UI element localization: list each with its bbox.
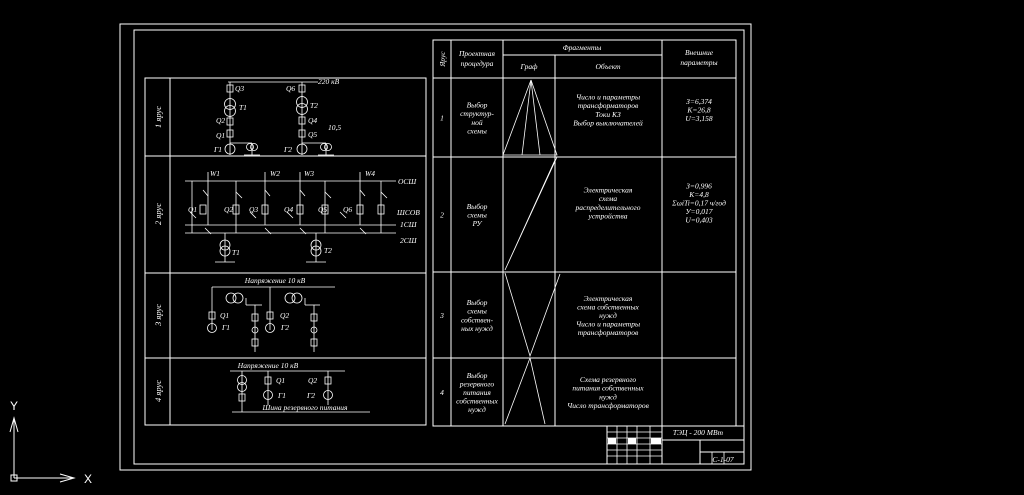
row-3-procedure-line: Выбор — [466, 298, 488, 308]
ucs-icon — [10, 399, 92, 486]
row-1-object-line: трансформаторов — [577, 101, 639, 111]
t3-g2-label: Г2 — [281, 323, 290, 332]
t4-g1-label: Г1 — [278, 391, 287, 400]
t2-q4-label: Q4 — [284, 205, 294, 214]
voltage-10-5-label: 10,5 — [328, 123, 342, 132]
line-w2-label: W2 — [270, 169, 280, 178]
t2-label: T2 — [310, 101, 318, 110]
row-1-procedure-line: структур- — [460, 109, 494, 119]
row-3-procedure-line: ных нужд — [461, 323, 493, 333]
row-2-procedure-line: РУ — [472, 219, 482, 229]
row-4-object-line: Схема резервного — [579, 375, 637, 385]
row-3-object-line: Электрическая — [583, 293, 633, 303]
t2-tr1-label: T1 — [232, 248, 240, 257]
table-rows — [439, 93, 726, 415]
bus-shsov-label: ШСОВ — [397, 208, 420, 217]
tier-4-title: Напряжение 10 кВ — [237, 361, 299, 370]
design-table — [433, 40, 736, 426]
row-4-object-line: нужд — [599, 392, 617, 402]
tier-3-label: 3 ярус — [153, 303, 163, 327]
row-4-procedure-line: Выбор — [466, 370, 488, 380]
row-3-num: 3 — [440, 311, 444, 320]
q2-label: Q2 — [216, 116, 226, 125]
row-1-num: 1 — [440, 113, 444, 123]
row-1-object-line: Выбор выключателей — [573, 118, 643, 128]
row-4-object-line: питания собственных — [572, 383, 644, 393]
fragment-graph — [503, 80, 560, 424]
row-2-num: 2 — [440, 210, 444, 220]
tier-1-schematic — [213, 77, 341, 155]
tier-1-label: 1 ярус — [153, 105, 163, 129]
t2-q6-label: Q6 — [343, 205, 353, 214]
row-2-object-line: Электрическая — [583, 185, 633, 195]
line-w4-label: W4 — [365, 169, 375, 178]
tiers-panel — [145, 78, 426, 425]
t4-q2-label: Q2 — [308, 376, 318, 385]
g1-label: Г1 — [214, 145, 223, 154]
row-1-procedure-line: ной — [471, 117, 483, 127]
row-2-object-line: устройства — [588, 211, 628, 221]
t2-q1-label: Q1 — [188, 205, 198, 214]
row-1-object-line: Число и параметры — [575, 92, 641, 102]
t3-q1-label: Q1 — [220, 311, 230, 320]
row-1-object-line: Токи КЗ — [595, 109, 621, 119]
tier-4-schematic — [230, 361, 370, 412]
t2-q2-label: Q2 — [224, 205, 234, 214]
line-w1-label: W1 — [210, 169, 220, 178]
header-graph: Граф — [520, 62, 538, 71]
row-2-procedure-line: Выбор — [466, 201, 488, 211]
voltage-220-label: 220 кВ — [318, 77, 340, 86]
header-procedure-1: Проектная — [458, 49, 496, 58]
row-2-params-line: У=0,017 — [685, 207, 713, 217]
g2-label: Г2 — [284, 145, 293, 154]
header-procedure-2: процедура — [460, 59, 494, 68]
bus-2ssh-label: 2СШ — [400, 236, 417, 245]
header-params-1: Внешние — [684, 48, 714, 57]
q1-label: Q1 — [216, 131, 226, 140]
q4-label: Q4 — [308, 116, 318, 125]
row-1-params-line: К=26,8 — [687, 105, 711, 115]
row-4-procedure-line: нужд — [468, 405, 486, 415]
bus-osh-label: ОСШ — [398, 177, 417, 186]
row-3-object-line: нужд — [599, 311, 617, 320]
row-4-object-line: Число трансформаторов — [567, 400, 649, 410]
tier-2-label: 2 ярус — [153, 202, 163, 226]
stamp-code: С-1-07 — [712, 455, 734, 464]
tier-4-label: 4 ярус — [153, 379, 163, 403]
row-3-object-line: Число и параметры — [575, 319, 641, 329]
row-2-params-line: К=4,8 — [689, 189, 709, 199]
row-2-params-line: З=0,996 — [686, 181, 712, 191]
t4-q1-label: Q1 — [276, 376, 286, 385]
row-4-procedure-line: резервного — [459, 379, 495, 389]
row-1-params-line: U=3,158 — [685, 114, 713, 124]
row-2-params-line: U=0,403 — [685, 215, 713, 225]
row-1-params-line: З=6,374 — [686, 96, 712, 106]
t4-g2-label: Г2 — [307, 391, 316, 400]
tier-3-schematic — [208, 276, 336, 352]
t2-q3-label: Q3 — [249, 205, 259, 214]
stamp-title: ТЭЦ - 200 МВт — [672, 428, 724, 437]
row-3-object-line: схема собственных — [577, 302, 639, 312]
row-2-procedure-line: схемы — [467, 210, 487, 220]
tier-3-title: Напряжение 10 кВ — [244, 276, 306, 285]
row-3-object-line: трансформаторов — [577, 328, 639, 338]
line-w3-label: W3 — [304, 169, 314, 178]
row-4-procedure-line: собственных — [456, 396, 498, 406]
row-3-procedure-line: собствен- — [460, 315, 494, 325]
q5-label: Q5 — [308, 130, 318, 139]
tier-2-schematic — [185, 169, 420, 262]
t1-label: T1 — [239, 103, 247, 112]
t3-q2-label: Q2 — [280, 311, 290, 320]
sheet-outer-frame — [120, 24, 751, 470]
row-2-object-line: схема — [598, 194, 618, 204]
title-stamp — [607, 426, 744, 464]
sheet-inner-frame — [134, 30, 744, 464]
header-fragments: Фрагменты — [562, 43, 602, 52]
header-tier: Ярус — [438, 51, 447, 67]
q3-label: Q3 — [235, 84, 245, 93]
t2-tr2-label: T2 — [324, 246, 332, 255]
t3-g1-label: Г1 — [222, 323, 231, 332]
row-2-params-line: ΣωiTi=0,17 ч/год — [672, 198, 726, 208]
row-3-procedure-line: схемы — [467, 306, 487, 316]
row-2-object-line: распределительного — [575, 202, 641, 212]
row-4-num: 4 — [440, 388, 444, 397]
ucs-x-label: X — [84, 472, 93, 486]
reserve-bus-label: Шина резервного питания — [262, 403, 348, 412]
t2-q5-label: Q5 — [318, 205, 328, 214]
header-params-2: параметры — [680, 58, 718, 67]
row-1-procedure-line: Выбор — [466, 100, 488, 110]
header-object: Объект — [595, 62, 621, 71]
bus-1ssh-label: 1СШ — [400, 220, 417, 229]
row-4-procedure-line: питания — [463, 388, 491, 397]
row-1-procedure-line: схемы — [467, 126, 487, 136]
ucs-y-label: Y — [10, 399, 19, 413]
q6-label: Q6 — [286, 84, 296, 93]
